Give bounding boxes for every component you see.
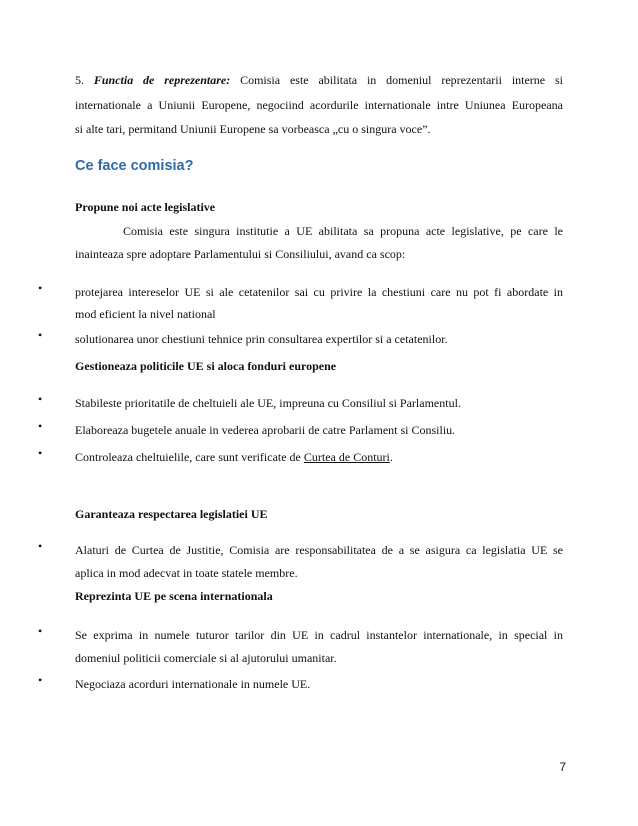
section-heading: Ce face comisia? (75, 158, 194, 174)
propune-line1: Comisia este singura institutie a UE abilitata sa propuna acte legislative, pe care le (123, 224, 563, 238)
reprezinta-item2: Negociaza acorduri internationale in numele UE. (75, 677, 311, 691)
garanteaza-line1: Alaturi de Curtea de Justitie, Comisia are responsabilitatea de a se asigura ca legislatia UE se (75, 543, 563, 557)
propune-title: Propune noi acte legislative (75, 200, 216, 214)
garanteaza-line2: aplica in mod adecvat in toate statele membre. (75, 566, 298, 580)
section5-line1 (75, 69, 563, 91)
section5-line2: internationale a Uniunii Europene, negociind acordurile internationale intre Uniunea Europeana (75, 98, 563, 112)
bullet-dot: • (38, 624, 43, 638)
gestioneaza-item1: Stabileste prioritatile de cheltuieli ale UE, impreuna cu Consiliul si Parlamentul. (75, 396, 461, 410)
reprezinta-item1-line1: Se exprima in numele tuturor tarilor din UE in cadrul instantelor internationale, in special in (75, 628, 563, 642)
propune-line2: inainteaza spre adoptare Parlamentului si Consiliului, avand ca scop: (75, 247, 406, 261)
bullet1-line1: protejarea intereselor UE si ale cetatenilor sai cu privire la chestiuni care nu pot fi abordate in (75, 285, 563, 299)
bullet-dot: • (38, 446, 43, 460)
bullet-dot: • (38, 281, 43, 295)
page-number: 7 (559, 760, 566, 774)
gestioneaza-item3-suffix: . (389, 450, 393, 464)
bullet-dot: • (38, 539, 43, 553)
bullet-dot: • (38, 328, 43, 342)
gestioneaza-item3 (75, 446, 393, 468)
section5-label: Functia de reprezentare: (93, 73, 231, 87)
bullet1-line2: mod eficient la nivel national (75, 307, 216, 321)
garanteaza-title: Garanteaza respectarea legislatiei UE (75, 507, 268, 521)
gestioneaza-item3-prefix: Controleaza cheltuielile, care sunt verificate de (75, 450, 301, 464)
gestioneaza-item2: Elaboreaza bugetele anuale in vederea aprobarii de catre Parlament si Consiliu. (75, 423, 456, 437)
bullet2-line1: solutionarea unor chestiuni tehnice prin consultarea expertilor si a cetatenilor. (75, 332, 448, 346)
curtea-de-conturi-link[interactable]: Curtea de Conturi (303, 450, 390, 464)
section5-number: 5. (75, 73, 84, 87)
reprezinta-title: Reprezinta UE pe scena internationala (75, 589, 273, 603)
bullet-dot: • (38, 419, 43, 433)
section5-text1: Comisia este abilitata in domeniul reprezentarii interne si (240, 73, 563, 87)
gestioneaza-title: Gestioneaza politicile UE si aloca fonduri europene (75, 359, 337, 373)
bullet-dot: • (38, 392, 43, 406)
bullet-dot: • (38, 673, 43, 687)
reprezinta-item1-line2: domeniul politicii comerciale si al ajutorului umanitar. (75, 651, 337, 665)
section5-line3: si alte tari, permitand Uniunii Europene sa vorbeasca „cu o singura voce”. (75, 122, 431, 136)
